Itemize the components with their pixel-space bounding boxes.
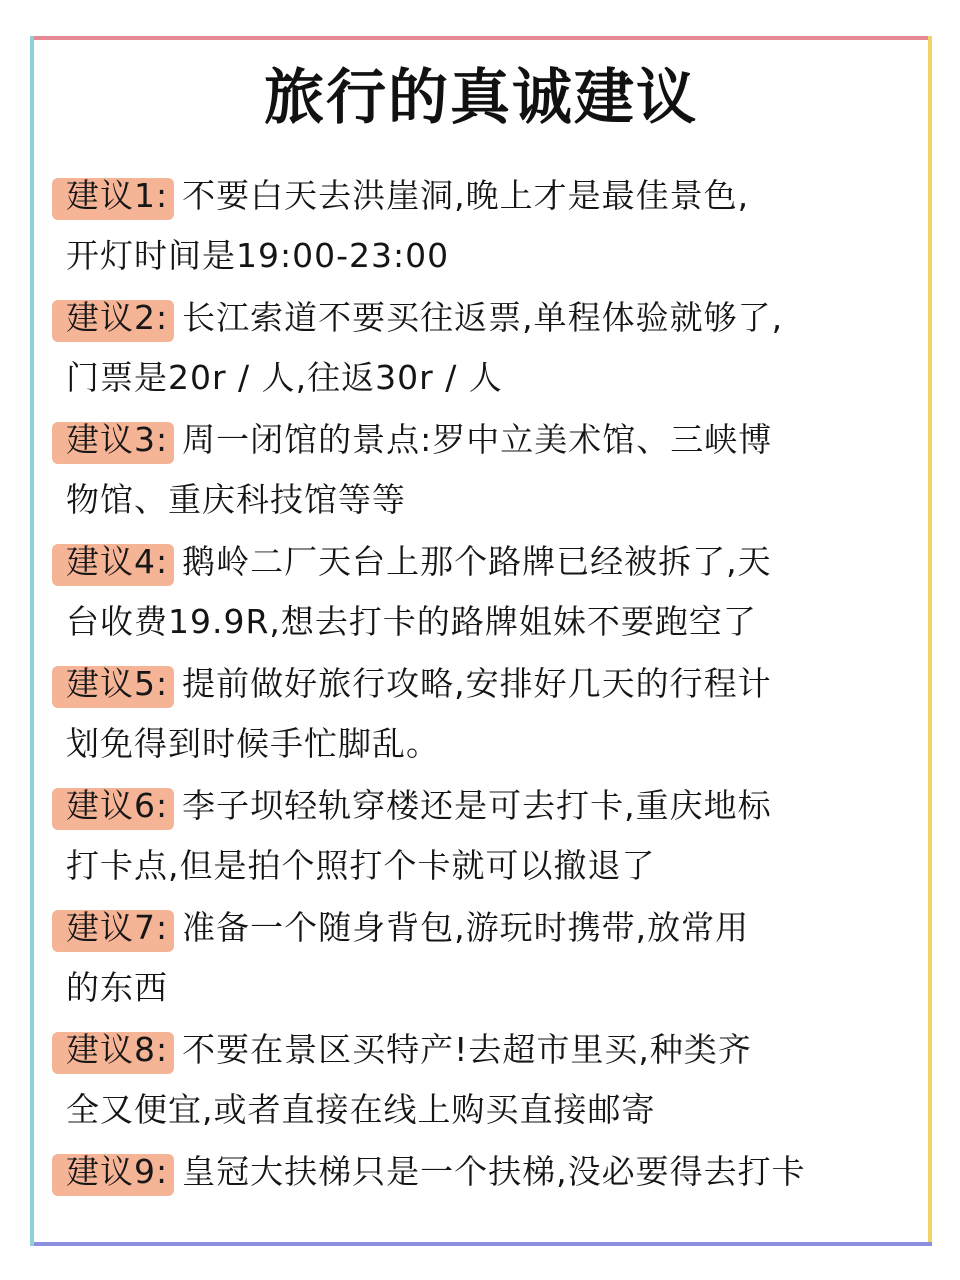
- tip-item: [56, 532, 924, 654]
- tip-continuation: 物馆、重庆科技馆等等: [66, 480, 406, 519]
- tip-text: 周一闭馆的景点:罗中立美术馆、三峡博: [182, 420, 773, 459]
- tip-first-line: [56, 288, 924, 348]
- tip-label: 建议6:: [56, 776, 176, 836]
- tip-text: 长江索道不要买往返票,单程体验就够了,: [182, 298, 784, 337]
- tip-label: 建议3:: [56, 410, 176, 470]
- tip-item: [56, 898, 924, 1020]
- tip-item: [56, 288, 924, 410]
- tip-text: 李子坝轻轨穿楼还是可去打卡,重庆地标: [182, 786, 772, 825]
- tip-continuation: 门票是20r / 人,往返30r / 人: [66, 358, 503, 397]
- tip-first-line: [56, 654, 924, 714]
- tip-item: [56, 776, 924, 898]
- tips-list: [56, 166, 924, 1264]
- tip-label: 建议7:: [56, 898, 176, 958]
- tip-label: 建议1:: [56, 166, 176, 226]
- tip-first-line: [56, 1142, 924, 1202]
- tip-item: [56, 166, 924, 288]
- tip-text: 不要白天去洪崖洞,晚上才是最佳景色,: [182, 176, 750, 215]
- tip-first-line: [56, 898, 924, 958]
- tip-continuation: 的东西: [66, 968, 168, 1007]
- tip-label: 建议2:: [56, 288, 176, 348]
- tip-item: [56, 1020, 924, 1142]
- frame-top-edge: [30, 36, 932, 40]
- tip-first-line: [56, 776, 924, 836]
- tip-continuation: 台收费19.9R,想去打卡的路牌姐妹不要跑空了: [66, 602, 757, 641]
- tip-continuation: 开灯时间是19:00-23:00: [66, 236, 450, 275]
- tip-first-line: [56, 410, 924, 470]
- tip-item: [56, 654, 924, 776]
- tip-label: 建议8:: [56, 1020, 176, 1080]
- frame-left-edge: [30, 36, 34, 1246]
- tip-text: 准备一个随身背包,游玩时携带,放常用: [182, 908, 750, 947]
- tip-continuation: 打卡点,但是拍个照打个卡就可以撤退了: [66, 846, 656, 885]
- page-title: 旅行的真诚建议: [264, 63, 698, 133]
- tip-text: 皇冠大扶梯只是一个扶梯,没必要得去打卡: [182, 1152, 806, 1191]
- frame-right-edge: [928, 36, 932, 1246]
- tip-text: 不要在景区买特产!去超市里买,种类齐: [182, 1030, 752, 1069]
- tip-label: 建议5:: [56, 654, 176, 714]
- tip-continuation: 划免得到时候手忙脚乱。: [66, 724, 440, 763]
- tip-text: 提前做好旅行攻略,安排好几天的行程计: [182, 664, 772, 703]
- tip-first-line: [56, 1020, 924, 1080]
- tip-item: [56, 1142, 924, 1264]
- tip-label: 建议4:: [56, 532, 176, 592]
- tip-first-line: [56, 532, 924, 592]
- tip-label: 建议9:: [56, 1142, 176, 1202]
- tip-first-line: [56, 166, 924, 226]
- tip-continuation: 全又便宜,或者直接在线上购买直接邮寄: [66, 1090, 656, 1129]
- tip-item: [56, 410, 924, 532]
- tip-text: 鹅岭二厂天台上那个路牌已经被拆了,天: [182, 542, 772, 581]
